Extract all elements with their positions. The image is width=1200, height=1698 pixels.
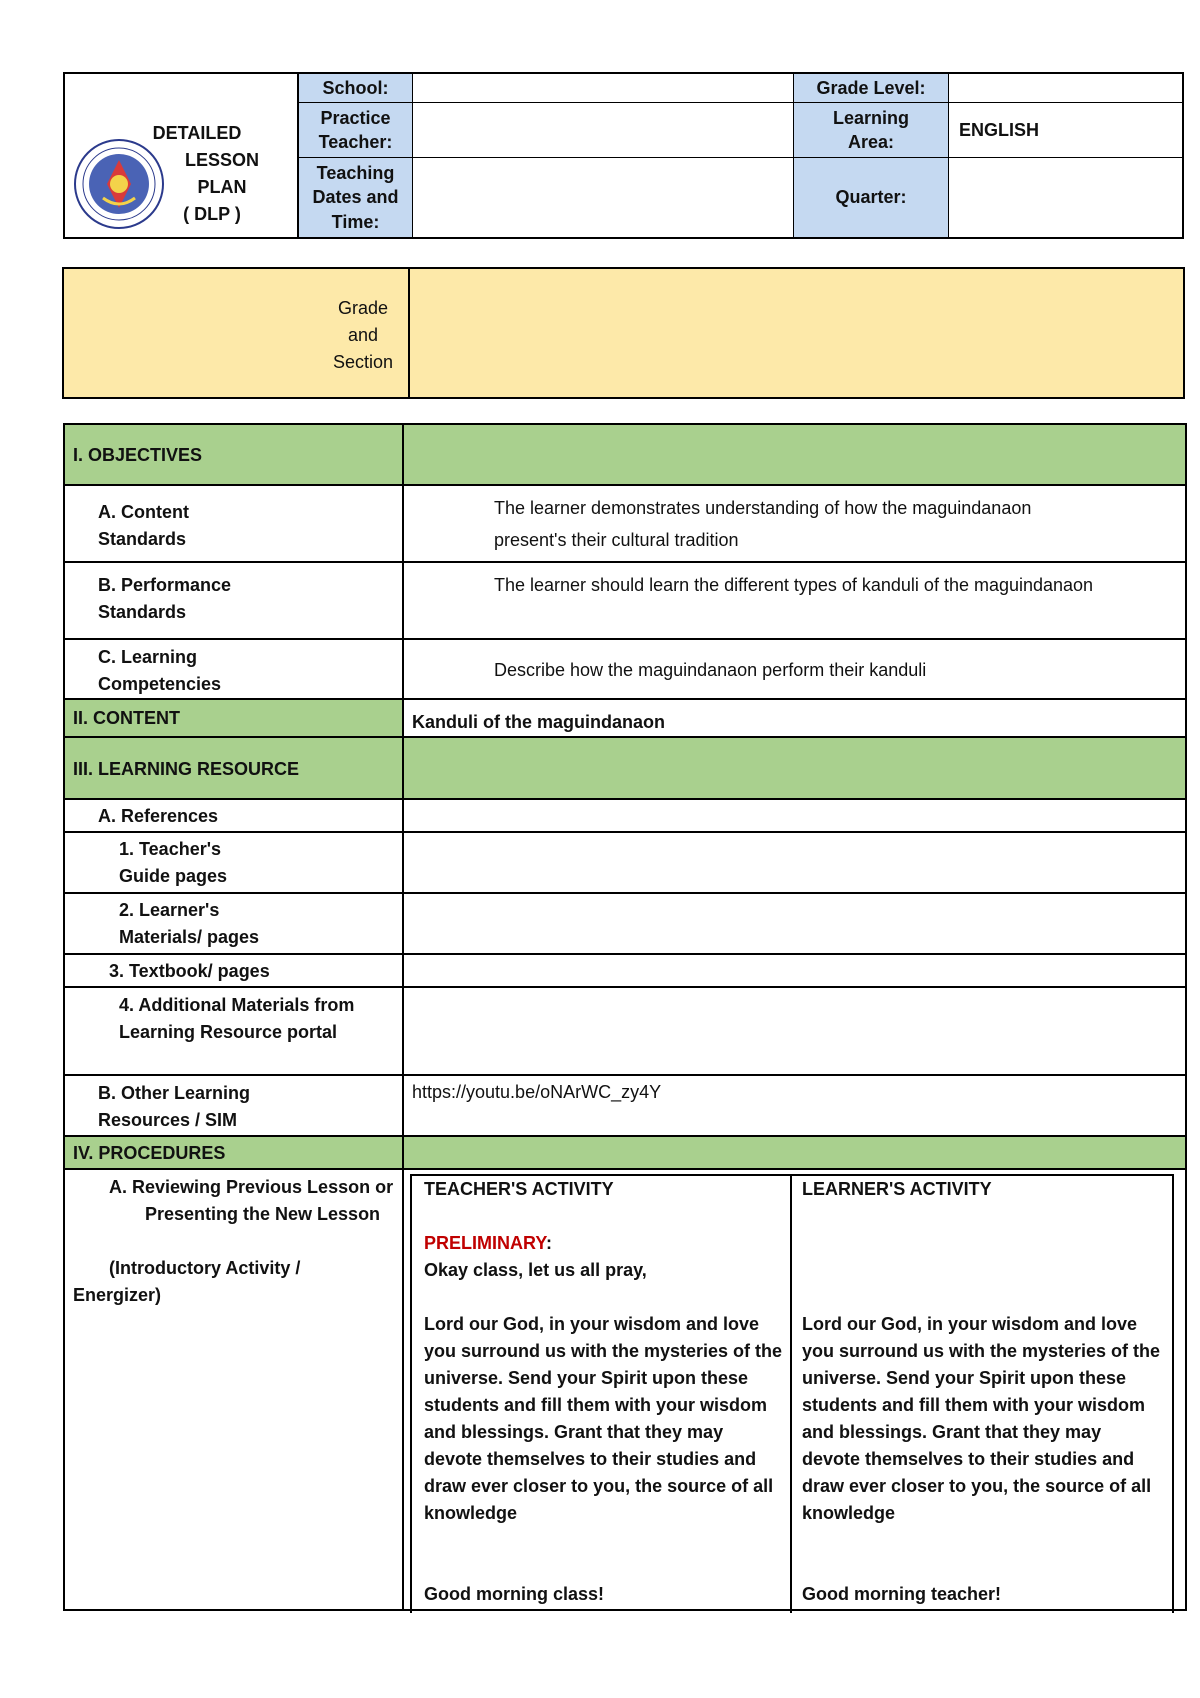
learning-area-label: Learning Area: [794, 103, 949, 158]
learner-prayer-text: Lord our God, in your wisdom and love you surround us with the mysteries of the universe. Send your Spirit upon these students and fill them with your wisdom and blessings. Grant that they may devote themselves to their studies and draw ever closer to you, the source of all knowledge [802, 1314, 1161, 1523]
procedure-a-row [65, 1170, 1185, 1611]
quarter-label: Quarter: [794, 158, 949, 237]
header-table [63, 72, 1184, 239]
content-heading: II. CONTENT [73, 708, 180, 728]
title-line2: LESSON PLAN [184, 150, 259, 197]
practice-teacher-label: Practice Teacher: [299, 103, 413, 158]
performance-standards-label: B. Performance Standards [98, 575, 232, 622]
procedure-a-sub: (Introductory Activity / Energizer) [73, 1258, 301, 1305]
quarter-value[interactable] [949, 158, 1182, 237]
learning-competencies-label: C. Learning Competencies [98, 647, 222, 694]
learner-greeting: Good morning teacher! [802, 1584, 1002, 1604]
grade-section-value[interactable] [410, 269, 1183, 397]
procedures-heading-row [65, 1137, 1185, 1170]
grade-section-box [62, 267, 1185, 399]
references-label: A. References [98, 806, 219, 826]
preliminary-label: PRELIMINARY [424, 1233, 547, 1253]
content-standards-label: A. Content Standards [98, 502, 189, 549]
learning-competencies-value: Describe how the maguindanaon perform their kanduli [494, 660, 927, 680]
grade-level-label: Grade Level: [794, 74, 949, 103]
grade-section-label: Grade and Section [332, 298, 394, 372]
learner-activity-column [792, 1174, 1174, 1613]
performance-standards-row [65, 563, 1185, 640]
practice-teacher-value[interactable] [413, 103, 794, 158]
teaching-dates-label: Teaching Dates and Time: [299, 158, 413, 237]
teacher-greeting: Good morning class! [424, 1584, 605, 1604]
school-value[interactable] [413, 74, 794, 103]
objectives-heading: I. OBJECTIVES [73, 445, 203, 465]
learning-resource-heading-row [65, 738, 1185, 800]
preliminary-line [424, 1230, 552, 1257]
other-resources-label: B. Other Learning Resources / SIM [98, 1083, 251, 1130]
content-standards-value: The learner demonstrates understanding of how the maguindanaon present's their cultural tradition [494, 498, 1032, 550]
procedures-heading: IV. PROCEDURES [73, 1143, 226, 1163]
lesson-table [63, 423, 1187, 1611]
teachers-guide-row [65, 833, 1185, 894]
title-line3: ( DLP ) [183, 204, 241, 224]
content-standards-row [65, 486, 1185, 563]
learning-area-value[interactable] [949, 103, 1182, 158]
additional-materials-row [65, 988, 1185, 1076]
learning-resource-heading: III. LEARNING RESOURCE [73, 759, 300, 779]
content-value: Kanduli of the maguindanaon [412, 712, 665, 732]
other-resources-link[interactable]: https://youtu.be/oNArWC_zy4Y [412, 1082, 662, 1102]
grade-level-value[interactable] [949, 74, 1182, 103]
performance-standards-value: The learner should learn the different types of kanduli of the maguindanaon [494, 575, 1094, 595]
teacher-activity-heading: TEACHER'S ACTIVITY [424, 1179, 614, 1199]
learners-materials-label: 2. Learner's Materials/ pages [119, 900, 260, 947]
procedure-a-label: A. Reviewing Previous Lesson or Presenting the New Lesson [109, 1177, 394, 1224]
additional-materials-label: 4. Additional Materials from Learning Resource portal [119, 995, 355, 1042]
teacher-activity-column [410, 1174, 792, 1613]
learner-activity-heading: LEARNER'S ACTIVITY [802, 1179, 992, 1199]
other-resources-row [65, 1076, 1185, 1137]
preliminary-colon: : [546, 1233, 553, 1253]
content-row [65, 700, 1185, 738]
textbook-label: 3. Textbook/ pages [109, 961, 270, 981]
references-row [65, 800, 1185, 833]
title-cell [65, 74, 299, 237]
objectives-heading-row [65, 425, 1185, 486]
teachers-guide-label: 1. Teacher's Guide pages [119, 839, 228, 886]
school-label: School: [299, 74, 413, 103]
learning-competencies-row [65, 640, 1185, 700]
learning-area-text: ENGLISH [959, 119, 1040, 140]
learners-materials-row [65, 894, 1185, 955]
teacher-prayer-text: Lord our God, in your wisdom and love you surround us with the mysteries of the universe. Send your Spirit upon these students and fill them with your wisdom and blessings. Grant that they may devote themselves to their studies and draw ever closer to you, the source of all knowledge [424, 1314, 783, 1523]
title-line1: DETAILED [152, 123, 242, 143]
grade-section-label-cell [64, 269, 410, 397]
teacher-pray-line: Okay class, let us all pray, [424, 1260, 647, 1280]
teaching-dates-value[interactable] [413, 158, 794, 237]
textbook-row [65, 955, 1185, 988]
